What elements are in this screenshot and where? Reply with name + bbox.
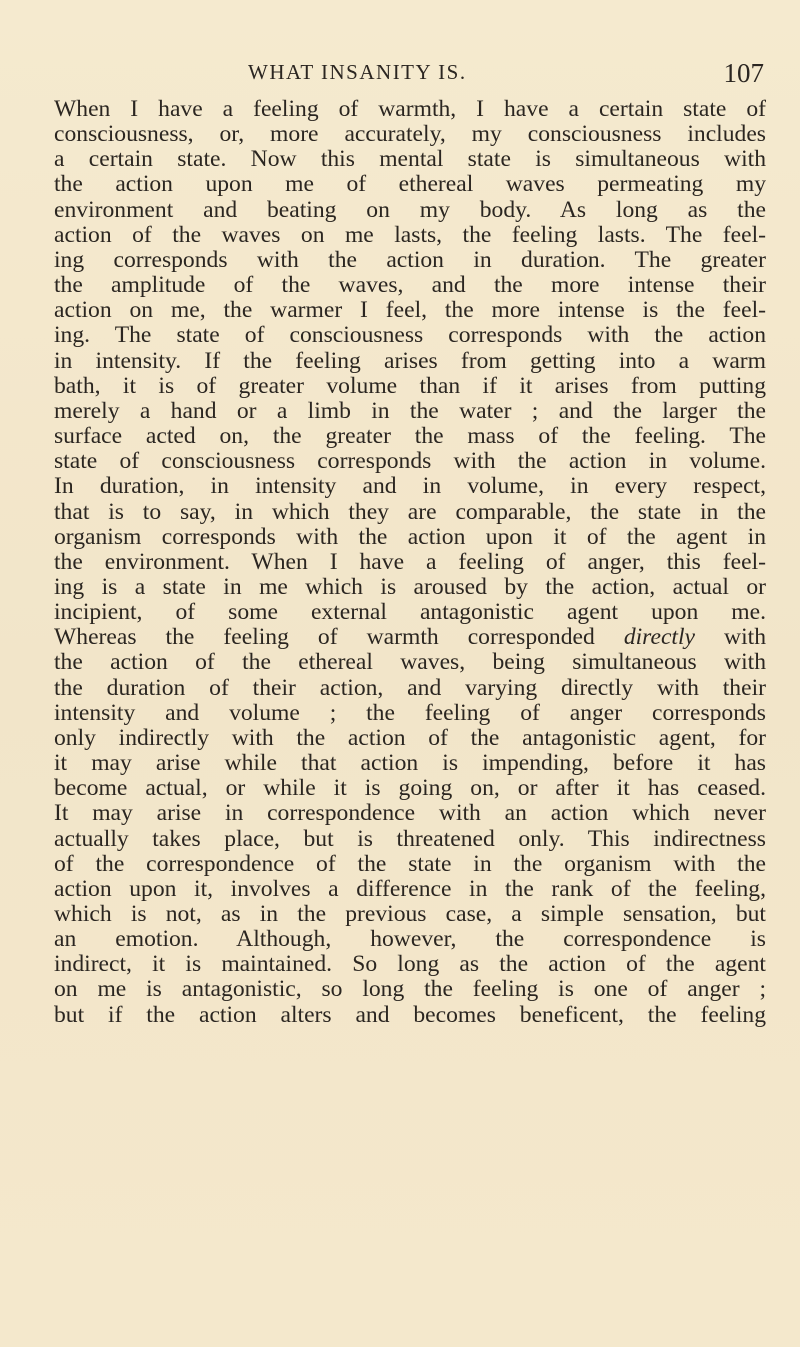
text-line: action on me, the warmer I feel, the more intense is the feel- xyxy=(54,297,766,324)
text-line: merely a hand or a limb in the water ; and the larger the xyxy=(54,397,766,424)
text-line: environment and beating on my body. As long as the xyxy=(54,196,766,223)
text-line: action of the waves on me lasts, the feeling lasts. The feel- xyxy=(54,221,766,248)
text-line: an emotion. Although, however, the correspondence is xyxy=(54,926,766,953)
text-line: the amplitude of the waves, and the more intense their xyxy=(54,272,766,299)
text-line: bath, it is of greater volume than if it arises from putting xyxy=(54,372,766,399)
running-title: WHAT INSANITY IS. xyxy=(248,60,467,84)
text-line: incipient, of some external antagonistic agent upon me. xyxy=(54,599,766,626)
text-line: It may arise in correspondence with an action which never xyxy=(54,800,766,827)
text-line: ing corresponds with the action in duration. The greater xyxy=(54,246,766,273)
text-line xyxy=(54,625,766,650)
text-line: the action of the ethereal waves, being simultaneous with xyxy=(54,649,766,676)
text-line: in intensity. If the feeling arises from getting into a warm xyxy=(54,347,766,374)
text-line: consciousness, or, more accurately, my consciousness includes xyxy=(54,121,766,148)
text-line: action upon it, involves a difference in the rank of the feeling, xyxy=(54,875,766,902)
text-line: of the correspondence of the state in the organism with the xyxy=(54,850,766,877)
text-line: indirect, it is maintained. So long as the action of the agent xyxy=(54,951,766,978)
text-line: only indirectly with the action of the antagonistic agent, for xyxy=(54,724,766,751)
text-line: When I have a feeling of warmth, I have a certain state of xyxy=(54,96,766,122)
text-line: organism corresponds with the action upon it of the agent in xyxy=(54,523,766,550)
running-head xyxy=(52,58,764,94)
text-line: ing. The state of consciousness corresponds with the action xyxy=(54,322,766,349)
text-line: a certain state. Now this mental state is simultaneous with xyxy=(54,146,766,173)
text-line: but if the action alters and becomes beneficent, the feeling xyxy=(54,1001,766,1028)
text-line: In duration, in intensity and in volume, in every respect, xyxy=(54,473,766,500)
page-number: 107 xyxy=(723,58,764,88)
text-line: the duration of their action, and varying directly with their xyxy=(54,674,766,701)
text-line: that is to say, in which they are comparable, the state in the xyxy=(54,498,766,525)
text-line: state of consciousness corresponds with the action in volume. xyxy=(54,448,766,475)
text-line: ing is a state in me which is aroused by the action, actual or xyxy=(54,573,766,600)
text-line: it may arise while that action is impending, before it has xyxy=(54,750,766,777)
text-line: the action upon me of ethereal waves permeating my xyxy=(54,171,766,198)
body-paragraph xyxy=(54,97,766,1028)
text-line: which is not, as in the previous case, a simple sensation, but xyxy=(54,901,766,927)
text-line: actually takes place, but is threatened only. This indirectness xyxy=(54,825,766,852)
text-line: become actual, or while it is going on, or after it has ceased. xyxy=(54,775,766,802)
text-line: the environment. When I have a feeling of anger, this feel- xyxy=(54,548,766,575)
emphasized-word: directly xyxy=(623,624,696,651)
text-segment: Whereas the feeling of warmth corresponded xyxy=(54,624,624,651)
text-line: intensity and volume ; the feeling of anger corresponds xyxy=(54,699,766,726)
text-line: surface acted on, the greater the mass of the feeling. The xyxy=(54,423,766,450)
text-line: on me is antagonistic, so long the feeling is one of anger ; xyxy=(54,976,766,1003)
text-segment: with xyxy=(695,624,766,651)
